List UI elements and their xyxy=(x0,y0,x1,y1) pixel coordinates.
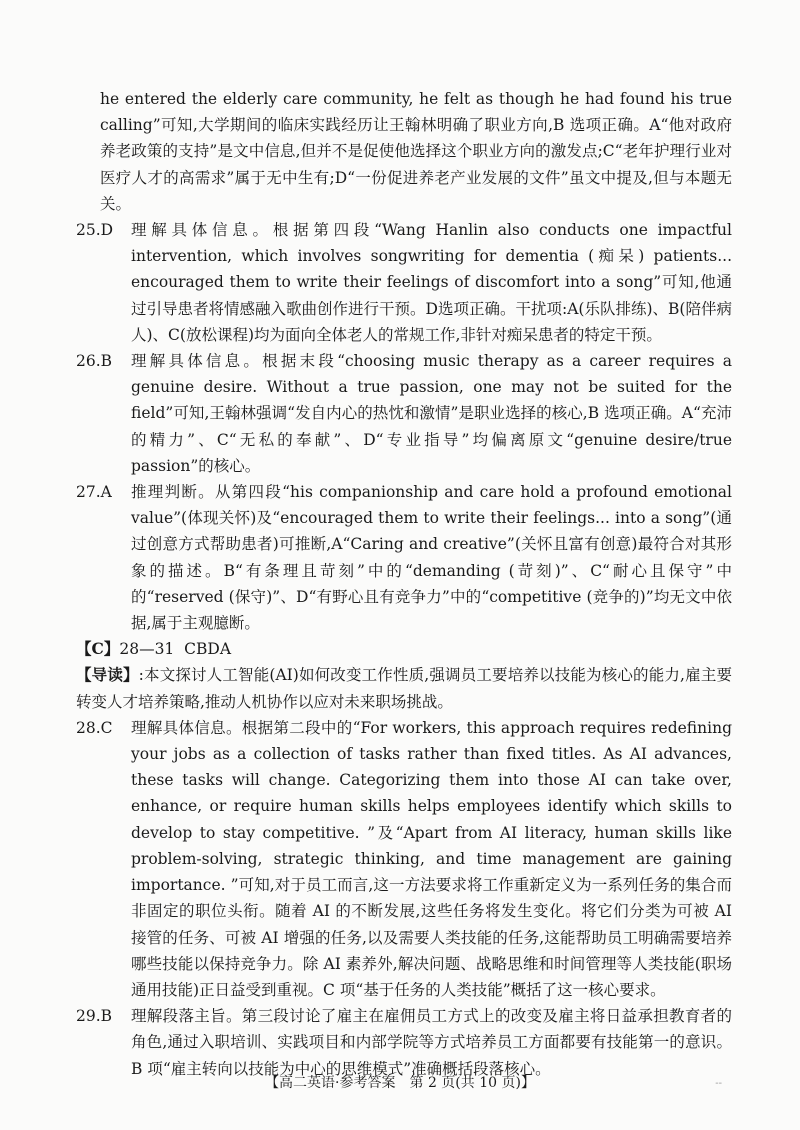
guide-label: 【导读】 xyxy=(76,665,139,685)
item-number: 26.B xyxy=(76,352,113,371)
section-answers: CBDA xyxy=(184,640,232,659)
answer-item-25 xyxy=(76,217,732,348)
item-explanation: 理解段落主旨。第三段讨论了雇主在雇佣员工方式上的改变及雇主将日益承担教育者的角色,通过入职培训、实践项目和内部学院等方式培养员工方面都要有技能第一的意识。B 项“雇主转向以技能为中心的思维模式”准确概括段落核心。 xyxy=(131,1007,732,1078)
answer-item-29 xyxy=(76,1003,732,1082)
intro-paragraph: he entered the elderly care community, he felt as though he had found his true calling”可知,大学期间的临床实践经历让王翰林明确了职业方向,B 选项正确。A“他对政府养老政策的支持”是文中信息,但并不是促使他选择这个职业方向的激发点;C“老年护理行业对医疗人才的高需求”属于无中生有;D“一份促进养老产业发展的文件”虽文中提及,但与本题无关。 xyxy=(100,90,732,213)
answer-items-group-1 xyxy=(76,217,732,636)
section-range: 28—31 xyxy=(119,640,175,659)
corner-mark: -- xyxy=(715,1078,722,1089)
item-number: 29.B xyxy=(76,1007,113,1026)
answer-item-27 xyxy=(76,479,732,636)
item-explanation: 理解具体信息。根据第二段中的“For workers, this approach requires redefining your jobs as a collection of tasks rather than fixed titles. As AI advances, these tasks will change. Categorizing them into those AI can take over, enhance, or require human skills helps employees identify which skills to develop to stay competitive. ”及“Apart from AI literacy, human skills like problem-solving, strategic thinking, and time management are gaining importance. ”可知,对于员工而言,这一方法要求将工作重新定义为一系列任务的集合而非固定的职位头衔。随着 AI 的不断发展,这些任务将发生变化。将它们分类为可被 AI 接管的任务、可被 AI 增强的任务,以及需要人类技能的任务,这能帮助员工明确需要培养哪些技能以保持竞争力。除 AI 素养外,解决问题、战略思维和时间管理等人类技能(职场通用技能)正日益受到重视。C 项“基于任务的人类技能”概括了这一核心要求。 xyxy=(131,718,732,999)
answer-item-28 xyxy=(76,715,732,1003)
item-explanation: 推理判断。从第四段“his companionship and care hold a profound emotional value”(体现关怀)及“encouraged them to write their feelings... into a song”(通过创意方式帮助患者)可推断,A“Caring and creative”(关怀且富有创意)最符合对其形象的描述。B“有条理且苛刻”中的“demanding (苛刻)”、C“耐心且保守”中的“reserved (保守)”、D“有野心且有竞争力”中的“competitive (竞争的)”均无文中依据,属于主观臆断。 xyxy=(131,483,732,633)
section-c-header xyxy=(76,636,732,662)
page-content xyxy=(76,86,732,1082)
page-footer: 【高二英语·参考答案 第 2 页(共 10 页)】 xyxy=(265,1075,535,1091)
answer-items-group-2 xyxy=(76,715,732,1082)
item-number: 28.C xyxy=(76,718,113,737)
item-explanation: 理解具体信息。根据第四段“Wang Hanlin also conducts one impactful intervention, which involves songwriting for dementia (痴呆) patients... encouraged them to write their feelings of discomfort into a song”可知,他通过引导患者将情感融入歌曲创作进行干预。D选项正确。干扰项:A(乐队排练)、B(陪伴病人)、C(放松课程)均为面向全体老人的常规工作,非针对痴呆患者的特定干预。 xyxy=(131,221,732,344)
answer-item-26 xyxy=(76,348,732,479)
section-tag: 【C】 xyxy=(76,639,120,659)
guide-paragraph xyxy=(76,662,732,714)
item-number: 25.D xyxy=(76,221,114,240)
guide-text: :本文探讨人工智能(AI)如何改变工作性质,强调员工要培养以技能为核心的能力,雇主要转变人才培养策略,推动人机协作以应对未来职场挑战。 xyxy=(76,666,732,711)
item-explanation: 理解具体信息。根据末段“choosing music therapy as a career requires a genuine desire. Without a true passion, one may not be suited for the field”可知,王翰林强调“发自内心的热忱和激情”是职业选择的核心,B 选项正确。A“充沛的精力”、C“无私的奉献”、D“专业指导”均偏离原文“genuine desire/true passion”的核心。 xyxy=(131,352,732,475)
item-number: 27.A xyxy=(76,483,112,502)
